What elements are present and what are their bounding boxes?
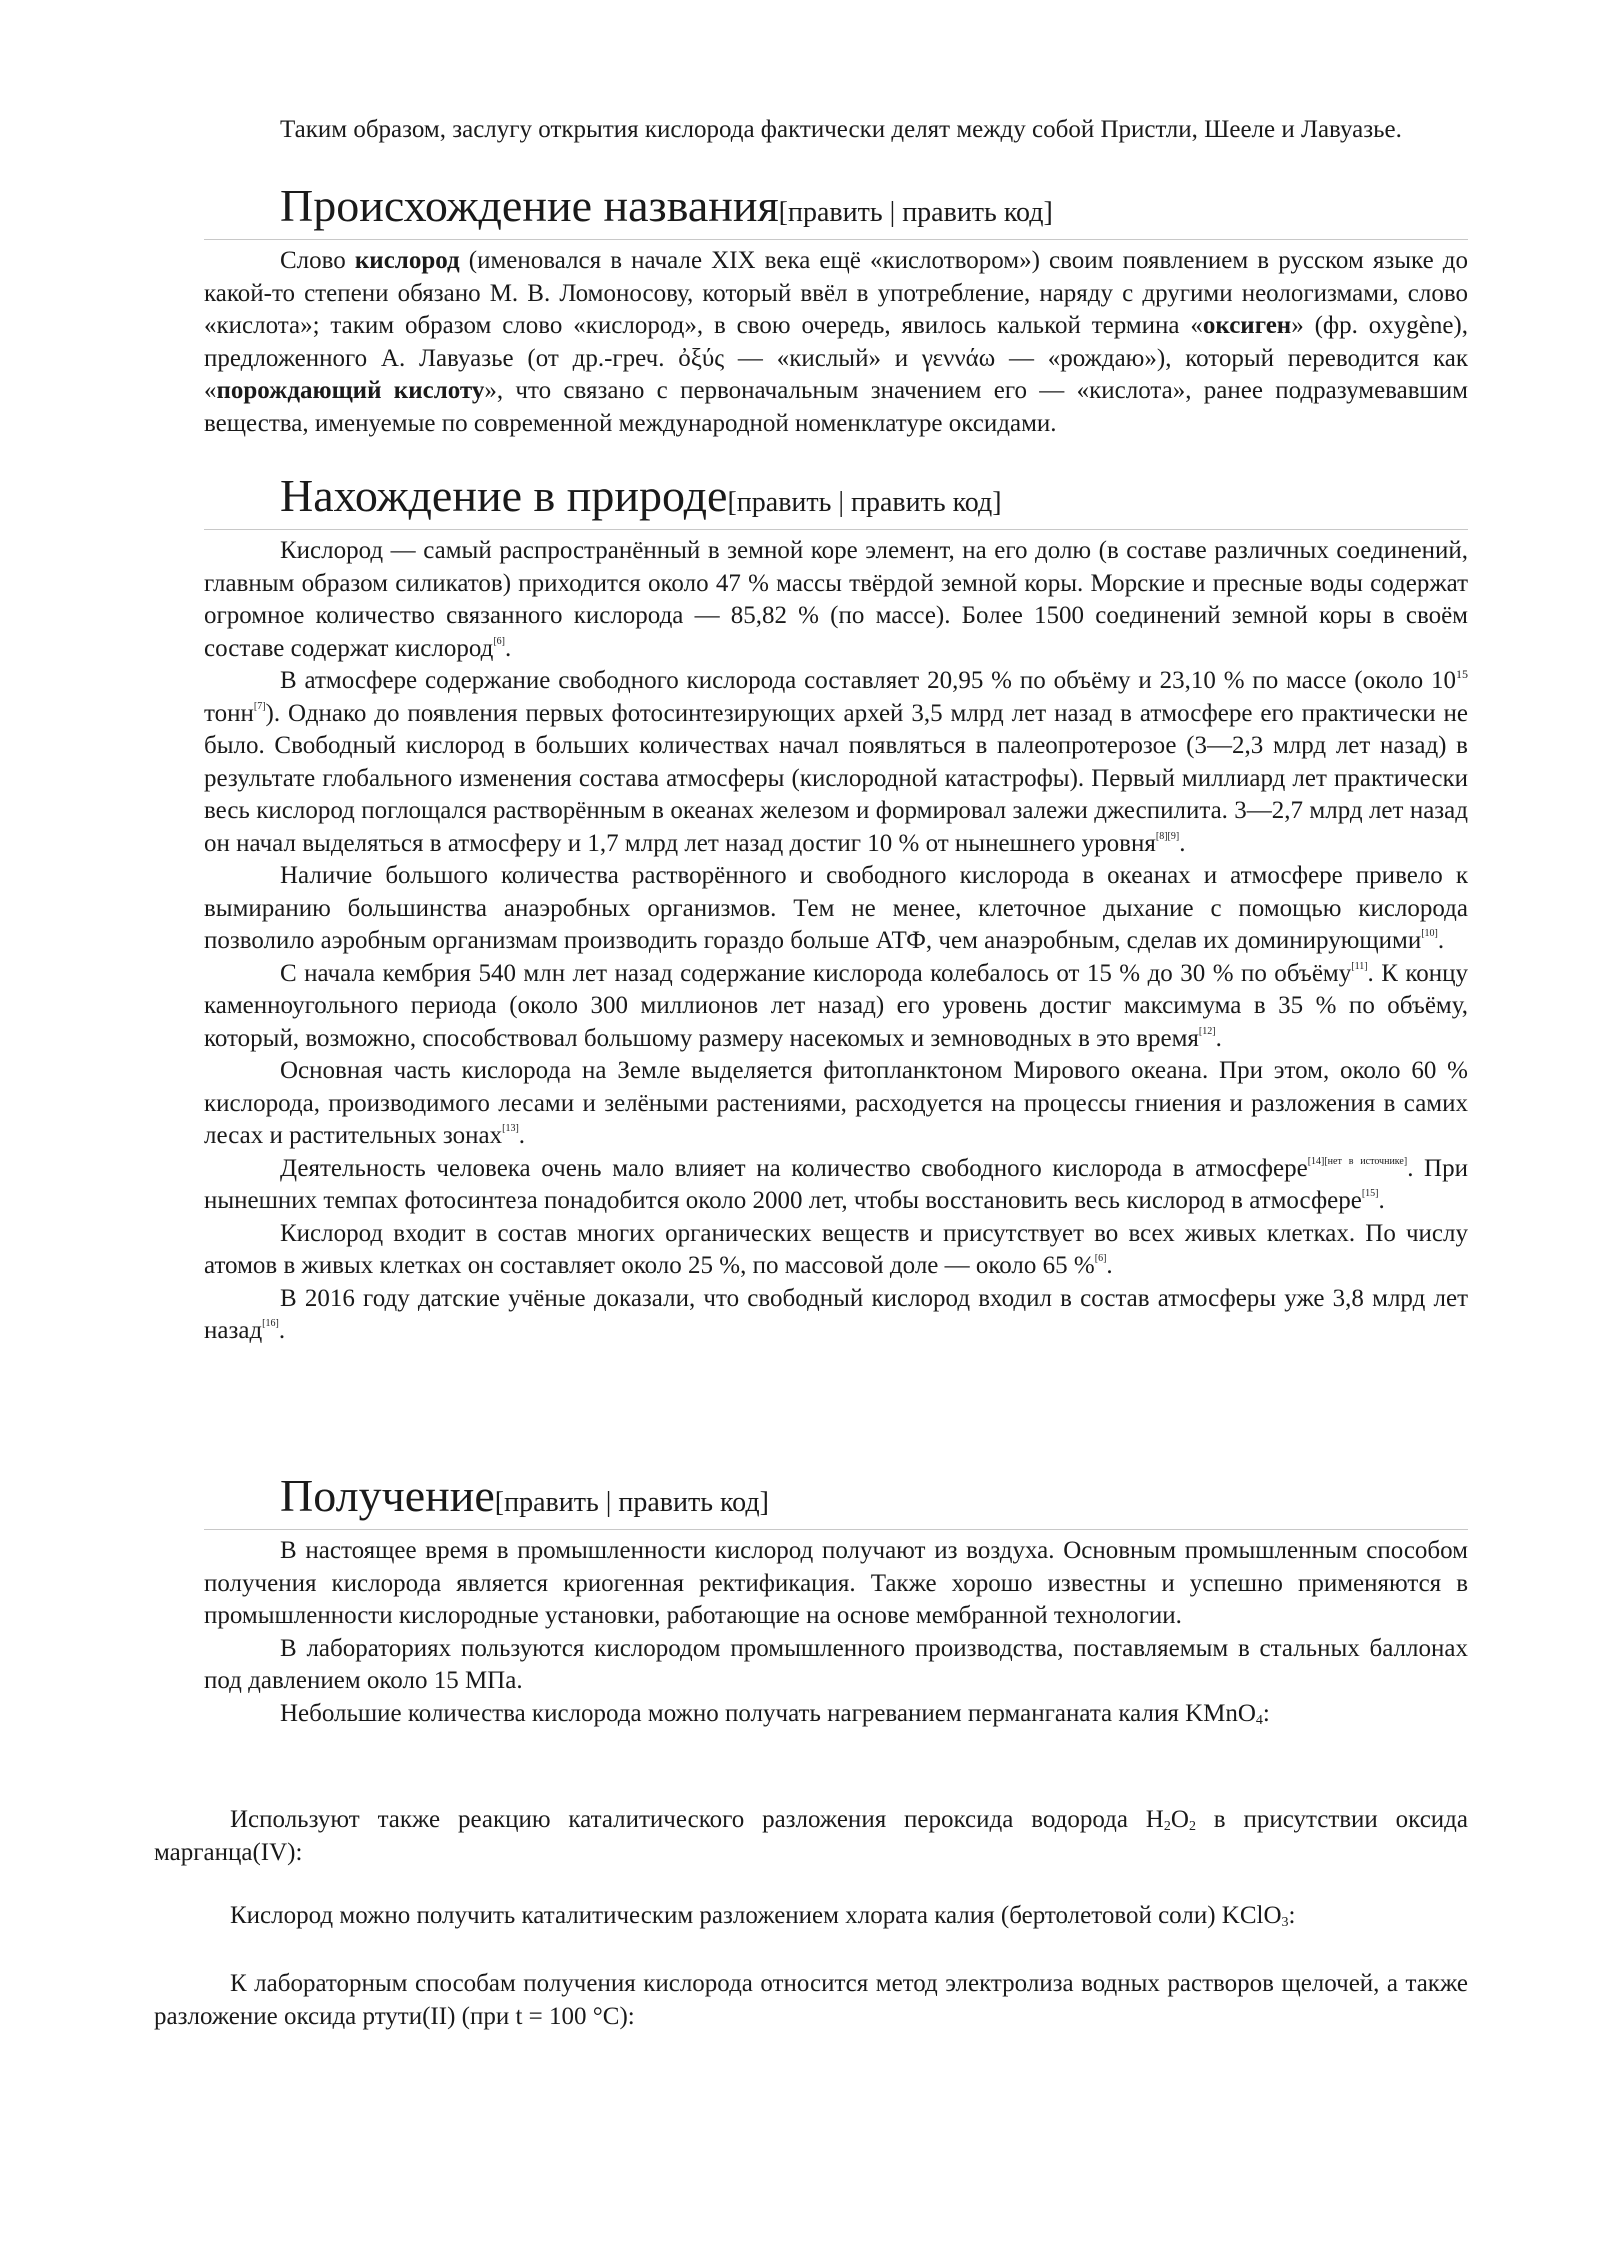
bold-term-oksigen: оксиген	[1202, 312, 1292, 339]
text-run: Наличие большого количества растворённого и свободного кислорода в океанах и атмосфере привело к вымиранию большинства анаэробных организмов. Тем не менее, клеточное дыхание с помощью кислорода позволило аэробным организмам производить гораздо больше АТФ, чем анаэробным, сделав их доминирующими	[204, 862, 1468, 954]
section-occurrence	[204, 470, 1468, 1348]
text-run: Слово	[280, 247, 355, 274]
text-run: С начала кембрия 540 млн лет назад содержание кислорода колебалось от 15 % до 30 % по объёму	[280, 959, 1352, 987]
heading-title: Нахождение в природе	[280, 470, 728, 521]
occurrence-paragraph-7	[204, 1218, 1468, 1283]
text-run: в присутствии оксида марганца(IV):	[154, 1806, 1468, 1866]
reference-link[interactable]: [16]	[262, 1318, 279, 1329]
occurrence-paragraph-6	[204, 1153, 1468, 1218]
text-run: .	[1215, 1024, 1222, 1052]
production-paragraph-5-block	[154, 1900, 1468, 1933]
text-run: Основная часть кислорода на Земле выделяется фитопланктоном Мирового океана. При этом, около 60 % кислорода, производимого лесами и зелёными растениями, расходуется на процессы гниения и разложения в самих лесах и растительных зонах	[204, 1057, 1468, 1149]
intro-block	[204, 114, 1468, 147]
heading-title: Получение	[280, 1470, 495, 1521]
text-run: В 2016 году датские учёные доказали, что свободный кислород входил в состав атмосферы уже 3,8 млрд лет назад	[204, 1284, 1468, 1344]
section-production	[204, 1470, 1468, 1730]
text-run: :	[1288, 1902, 1296, 1929]
reference-link[interactable]: [15]	[1361, 1188, 1379, 1199]
production-paragraph-6: К лабораторным способам получения кислорода относится метод электролиза водных растворов щелочей, а также разложение оксида ртути(II) (при t = 100 °C):	[154, 1970, 1468, 2030]
bold-term-kislorod: кислород	[354, 247, 460, 274]
bold-term-porozhdayushchiy: порождающий кислоту	[216, 377, 485, 404]
occurrence-paragraph-2	[204, 665, 1468, 860]
text-run: . К концу каменноугольного периода (около 300 миллионов лет назад) его уровень достиг максимума в 35 % по объёму, который, возможно, способствовал большому размеру насекомых и земноводных в это время	[204, 959, 1468, 1052]
occurrence-paragraph-8	[204, 1283, 1468, 1348]
section-origin-of-name	[204, 180, 1468, 440]
text-run: тонн	[204, 699, 254, 727]
text-run: .	[1437, 927, 1445, 954]
text-run: » (фр. oxygène), предложенного А. Лавуазье (от др.-греч. ὀξύς — «кислый» и γεννάω — «рождаю»), который переводится как «	[204, 312, 1468, 404]
text-run: (именовался в начале XIX века ещё «кислотвором») своим появлением в русском языке до какой-то степени обязано М. В. Ломоносову, который ввёл в употребление, наряду с другими неологизмами, слово «кислота»; таким образом слово «кислород», в свою очередь, явилось калькой термина «	[204, 247, 1468, 339]
text-run: », что связано с первоначальным значением его — «кислота», ранее подразумевавшим вещества, именуемые по современной международной номенклатуре оксидами.	[204, 377, 1469, 437]
text-run: O	[1170, 1806, 1189, 1833]
edit-section-link[interactable]: [править | править код]	[727, 487, 1002, 518]
text-run: Используют также реакцию каталитического разложения пероксида водорода H	[230, 1806, 1164, 1833]
edit-section-link[interactable]: [править | править код]	[778, 197, 1053, 228]
text-run: Кислород входит в состав многих органических веществ и присутствует во всех живых клетках. По числу атомов в живых клетках он составляет около 25 %, по массовой доле — около 65 %	[204, 1219, 1468, 1279]
intro-paragraph: Таким образом, заслугу открытия кислорода фактически делят между собой Пристли, Шееле и Лавуазье.	[280, 116, 1402, 143]
text-run: Кислород — самый распространённый в земной коре элемент, на его долю (в составе различных соединений, главным образом силикатов) приходится около 47 % массы твёрдой земной коры. Морские и пресные воды содержат огромное количество связанного кислорода — 85,82 % (по массе). Более 1500 соединений земной коры в своём составе содержат кислород	[204, 537, 1468, 662]
occurrence-paragraph-3	[204, 860, 1468, 958]
origin-paragraph	[204, 245, 1468, 440]
reference-link[interactable]: [10]	[1421, 928, 1438, 939]
production-paragraph-2: В лабораториях пользуются кислородом промышленного производства, поставляемым в стальных баллонах под давлением около 15 МПа.	[204, 1634, 1468, 1694]
text-run: .	[1179, 829, 1186, 857]
production-paragraph-6-block	[154, 1968, 1468, 2033]
formula-subscript: 2	[1188, 1819, 1196, 1834]
production-paragraph-5	[154, 1900, 1468, 1933]
formula-subscript: 2	[1163, 1819, 1171, 1834]
section-heading	[204, 180, 1468, 240]
section-heading	[204, 470, 1468, 530]
reference-link[interactable]: [13]	[502, 1123, 519, 1134]
production-paragraph-4-block	[154, 1804, 1468, 1869]
reference-link[interactable]: [6]	[493, 635, 506, 647]
text-run: ). Однако до появления первых фотосинтезирующих архей 3,5 млрд лет назад в атмосфере его практически не было. Свободный кислород в больших количествах начал появляться в палеопротерозое (3—2,3 млрд лет назад) в результате глобального изменения состава атмосферы (кислородной катастрофы). Первый миллиард лет практически весь кислород поглощался растворённым в океанах железом и формировал залежи джеспилита. 3—2,7 млрд лет назад он начал выделяться в атмосферу и 1,7 млрд лет назад достиг 10 % от нынешнего уровня	[204, 699, 1468, 857]
reference-link[interactable]: [7]	[253, 700, 266, 712]
production-paragraph-4	[154, 1804, 1468, 1869]
edit-section-link[interactable]: [править | править код]	[494, 1487, 769, 1518]
text-run: Небольшие количества кислорода можно получать нагреванием перманганата калия KMnO	[280, 1699, 1256, 1727]
text-run: Кислород можно получить каталитическим разложением хлората калия (бертолетовой соли) KClO	[230, 1902, 1282, 1929]
production-paragraph-3	[204, 1698, 1468, 1731]
occurrence-paragraph-1	[204, 535, 1468, 665]
text-run: . При нынешних темпах фотосинтеза понадобится около 2000 лет, чтобы восстановить весь кислород в атмосфере	[204, 1154, 1468, 1214]
reference-link[interactable]: [14][нет в источнике]	[1307, 1155, 1408, 1167]
text-run: Деятельность человека очень мало влияет на количество свободного кислорода в атмосфере	[280, 1154, 1308, 1182]
occurrence-paragraph-5	[204, 1055, 1468, 1153]
text-run: В атмосфере содержание свободного кислорода составляет 20,95 % по объёму и 23,10 % по массе (около 10	[280, 667, 1456, 694]
formula-subscript: 3	[1281, 1915, 1289, 1930]
text-run: :	[1262, 1699, 1270, 1727]
production-paragraph-1: В настоящее время в промышленности кислород получают из воздуха. Основным промышленным способом получения кислорода является криогенная ректификация. Также хорошо известны и успешно применяются в промышленности кислородные установки, работающие на основе мембранной технологии.	[204, 1537, 1468, 1629]
reference-link[interactable]: [12]	[1198, 1025, 1216, 1037]
text-run: .	[1378, 1187, 1385, 1214]
text-run: .	[505, 634, 512, 662]
exponent: 15	[1456, 667, 1468, 681]
formula-subscript: 4	[1255, 1712, 1263, 1728]
reference-link[interactable]: [11]	[1351, 960, 1368, 972]
occurrence-paragraph-4	[204, 958, 1468, 1056]
reference-link[interactable]: [6]	[1094, 1253, 1107, 1264]
text-run: .	[278, 1317, 286, 1344]
reference-link[interactable]: [8][9]	[1155, 830, 1180, 842]
heading-title: Происхождение названия	[280, 180, 779, 231]
text-run: .	[518, 1122, 526, 1149]
section-heading	[204, 1470, 1468, 1530]
text-run: .	[1106, 1252, 1113, 1279]
